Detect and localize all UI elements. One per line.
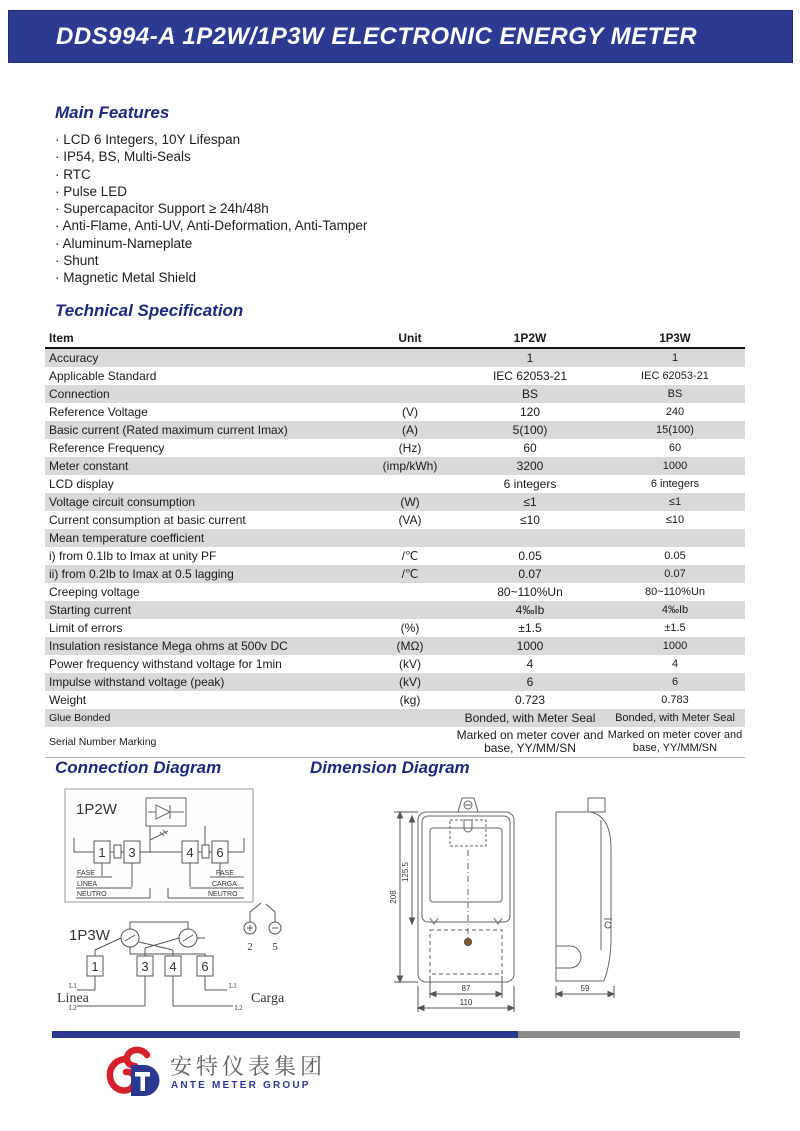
col-header-1p3w: 1P3W <box>659 333 691 345</box>
dim-height: 208 <box>389 890 398 904</box>
svg-text:1: 1 <box>91 959 99 974</box>
table-cell: ≤1 <box>668 496 682 508</box>
table-cell: BS <box>667 388 683 400</box>
spec-table <box>45 328 745 758</box>
svg-text:LINEA: LINEA <box>77 881 98 888</box>
dim-terminal-width: 87 <box>461 984 471 993</box>
table-cell: Marked on meter cover and base, YY/MM/SN <box>607 729 743 754</box>
table-cell: (MΩ) <box>396 639 424 653</box>
table-cell: 1000 <box>662 640 688 652</box>
table-cell: Mean temperature coefficient <box>49 531 205 545</box>
table-row <box>45 403 745 421</box>
dimension-diagram <box>388 790 638 1025</box>
connection-heading: Connection Diagram <box>55 758 222 777</box>
feature-item: · LCD 6 Integers, 10Y Lifespan <box>55 131 367 148</box>
table-cell: 1 <box>526 351 534 365</box>
table-cell: Voltage circuit consumption <box>49 495 196 509</box>
svg-text:4: 4 <box>169 959 177 974</box>
table-row <box>45 475 745 493</box>
p3w-l2-right: L2 <box>235 1004 243 1012</box>
feature-item: · IP54, BS, Multi-Seals <box>55 148 367 165</box>
connection-diagram-1p3w <box>55 898 295 1020</box>
table-cell: 0.723 <box>514 693 546 707</box>
table-cell: Serial Number Marking <box>49 736 157 748</box>
table-cell: (kg) <box>399 693 421 707</box>
footer-bar-navy <box>52 1031 518 1038</box>
table-cell: /℃ <box>401 549 419 563</box>
aux-switch-icon <box>244 903 281 934</box>
table-cell: ±1.5 <box>518 621 542 635</box>
table-cell: (A) <box>402 423 418 437</box>
dimension-heading: Dimension Diagram <box>310 758 470 777</box>
table-cell: (VA) <box>398 513 422 527</box>
table-cell: 60 <box>523 441 537 455</box>
table-cell: 1000 <box>662 460 688 472</box>
svg-text:6: 6 <box>201 959 209 974</box>
table-cell: 15(100) <box>656 424 694 436</box>
connection-diagram-1p2w <box>64 788 254 903</box>
ante-logo-icon <box>103 1045 165 1099</box>
table-cell: IEC 62053-21 <box>641 370 709 382</box>
table-row <box>45 601 745 619</box>
table-cell: Impulse withstand voltage (peak) <box>49 675 225 689</box>
table-cell: 6 <box>526 675 534 689</box>
table-cell: 1000 <box>516 639 544 653</box>
table-cell: 0.05 <box>518 549 542 563</box>
features-list <box>55 131 367 287</box>
table-cell: (imp/kWh) <box>382 459 438 473</box>
table-cell: Weight <box>49 693 87 707</box>
table-cell: ii) from 0.2Ib to Imax at 0.5 lagging <box>49 567 234 581</box>
dim-window-height: 125.5 <box>401 861 410 883</box>
table-cell: Starting current <box>49 603 132 617</box>
svg-text:4: 4 <box>186 845 194 860</box>
table-row <box>45 439 745 457</box>
table-cell: (Hz) <box>398 441 422 455</box>
table-cell: (V) <box>402 405 418 419</box>
table-cell: ≤10 <box>520 513 540 527</box>
table-cell: 0.783 <box>661 694 689 706</box>
table-cell: ≤10 <box>665 514 685 526</box>
table-cell: 3200 <box>516 459 544 473</box>
p3w-l2-left: L2 <box>69 1004 77 1012</box>
table-cell: 60 <box>668 442 682 454</box>
footer-bar-gray <box>518 1031 740 1038</box>
table-row <box>45 709 745 727</box>
table-cell: 4‰Ib <box>515 603 545 617</box>
table-cell: /℃ <box>401 567 419 581</box>
p3w-linea-label: Linea <box>57 991 89 1006</box>
aux-terminal-2: 2 <box>247 941 253 953</box>
company-name-cn: 安特仪表集团 <box>170 1055 327 1080</box>
table-cell: 80~110%Un <box>644 586 706 598</box>
title-bar <box>8 10 793 63</box>
svg-text:NEUTRO: NEUTRO <box>208 891 238 898</box>
feature-item: · Anti-Flame, Anti-UV, Anti-Deformation, Anti-Tamper <box>55 217 367 234</box>
p2w-label: 1P2W <box>76 801 117 818</box>
table-row <box>45 421 745 439</box>
table-cell: ±1.5 <box>664 622 686 634</box>
table-cell: Reference Voltage <box>49 405 148 419</box>
table-cell: Power frequency withstand voltage for 1min <box>49 657 282 671</box>
svg-text:3: 3 <box>128 845 136 860</box>
dim-overall-width: 110 <box>459 998 473 1007</box>
table-cell: 6 integers <box>650 478 700 490</box>
table-cell: 4 <box>526 657 534 671</box>
table-cell: Insulation resistance Mega ohms at 500v DC <box>49 639 288 653</box>
table-cell: 0.07 <box>518 567 542 581</box>
company-name-en: ANTE METER GROUP <box>171 1080 311 1091</box>
features-heading: Main Features <box>55 103 170 122</box>
feature-item: · Pulse LED <box>55 183 367 200</box>
meter-front-view <box>418 798 514 982</box>
table-cell: BS <box>521 387 538 401</box>
table-cell: 6 integers <box>503 477 557 491</box>
table-cell: Accuracy <box>49 351 99 365</box>
p3w-l1-right: L1 <box>229 982 237 990</box>
page-title: DDS994-A 1P2W/1P3W ELECTRONIC ENERGY METER <box>56 23 698 50</box>
ct-coil-icons <box>95 922 205 956</box>
table-row <box>45 691 745 709</box>
table-cell: (kV) <box>399 657 421 671</box>
feature-item: · Shunt <box>55 252 367 269</box>
feature-item: · RTC <box>55 166 367 183</box>
table-row <box>45 673 745 691</box>
table-cell: (%) <box>400 621 420 635</box>
aux-terminal-5: 5 <box>272 941 278 953</box>
svg-text:6: 6 <box>216 845 224 860</box>
table-cell: IEC 62053-21 <box>492 369 568 383</box>
table-cell: Bonded, with Meter Seal <box>464 711 596 725</box>
svg-text:NEUTRO: NEUTRO <box>77 891 107 898</box>
table-cell: 0.05 <box>664 550 686 562</box>
table-cell: 4‰Ib <box>661 604 689 616</box>
table-row <box>45 565 745 583</box>
table-cell: Meter constant <box>49 459 129 473</box>
table-cell: (W) <box>400 495 420 509</box>
table-row <box>45 385 745 403</box>
table-cell: Creeping voltage <box>49 585 140 599</box>
table-row <box>45 547 745 565</box>
p3w-terminals <box>87 956 213 976</box>
table-cell: 4 <box>671 658 679 670</box>
table-cell: Reference Frequency <box>49 441 165 455</box>
table-cell: Connection <box>49 387 110 401</box>
col-header-unit: Unit <box>398 330 422 345</box>
table-cell: 240 <box>665 406 685 418</box>
table-cell: 5(100) <box>512 423 548 437</box>
table-cell: 120 <box>519 405 541 419</box>
table-cell: ≤1 <box>523 495 537 509</box>
table-cell: Applicable Standard <box>49 369 157 383</box>
specs-heading: Technical Specification <box>55 301 244 320</box>
table-row <box>45 457 745 475</box>
spec-table-body <box>45 349 745 758</box>
svg-text:FASE: FASE <box>77 870 95 877</box>
table-row <box>45 493 745 511</box>
svg-text:1: 1 <box>98 845 106 860</box>
table-row <box>45 349 745 367</box>
feature-item: · Aluminum-Nameplate <box>55 235 367 252</box>
svg-text:CARGA: CARGA <box>212 881 237 888</box>
table-row <box>45 367 745 385</box>
feature-item: · Magnetic Metal Shield <box>55 269 367 286</box>
table-cell: LCD display <box>49 477 114 491</box>
table-cell: Glue Bonded <box>49 712 111 724</box>
col-header-1p2w: 1P2W <box>513 330 547 345</box>
table-cell: (kV) <box>399 675 421 689</box>
table-row <box>45 637 745 655</box>
p3w-carga-label: Carga <box>251 991 285 1006</box>
dim-depth: 59 <box>580 984 590 993</box>
table-cell: Limit of errors <box>49 621 123 635</box>
p3w-label: 1P3W <box>69 927 110 944</box>
table-cell: Basic current (Rated maximum current Imax) <box>49 423 288 437</box>
table-cell: i) from 0.1Ib to Imax at unity PF <box>49 549 217 563</box>
table-cell: 6 <box>671 676 679 688</box>
table-row <box>45 511 745 529</box>
svg-text:FASE: FASE <box>216 870 234 877</box>
table-row <box>45 583 745 601</box>
table-row <box>45 529 745 547</box>
table-cell: Marked on meter cover and base, YY/MM/SN <box>456 728 604 755</box>
table-cell: 0.07 <box>664 568 686 580</box>
spec-table-header <box>45 328 745 349</box>
table-row <box>45 727 745 757</box>
col-header-item: Item <box>49 330 74 345</box>
meter-side-view <box>556 798 612 981</box>
table-cell: Bonded, with Meter Seal <box>615 712 735 724</box>
table-row <box>45 619 745 637</box>
feature-item: · Supercapacitor Support ≥ 24h/48h <box>55 200 367 217</box>
table-cell: 1 <box>671 352 679 364</box>
table-cell: Current consumption at basic current <box>49 513 246 527</box>
p3w-l1-left: L1 <box>69 982 77 990</box>
table-row <box>45 655 745 673</box>
svg-text:3: 3 <box>141 959 149 974</box>
table-cell: 80~110%Un <box>497 585 563 599</box>
